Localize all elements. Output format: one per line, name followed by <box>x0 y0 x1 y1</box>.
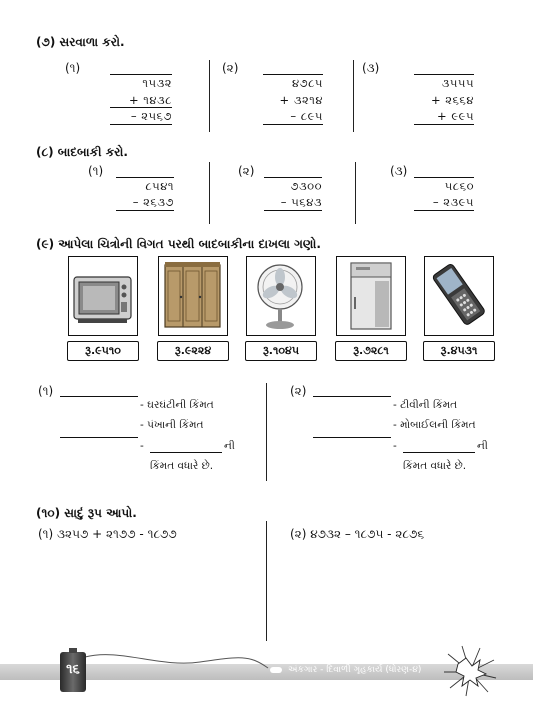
wardrobe-icon <box>159 257 226 334</box>
q7-p1-line2: + ૧૪૩૮ <box>128 93 172 107</box>
q8-p2-label: (૨) <box>238 164 255 178</box>
q7-p2-line1: ૪૭૮૫ <box>291 76 323 90</box>
mobile-phone-icon <box>425 257 492 334</box>
q7-p3-label: (૩) <box>362 61 380 75</box>
q7-divider-1 <box>209 60 210 132</box>
price-tag-fan: રૂ.૧૦૪૫ <box>245 341 317 361</box>
q7-p2-line3: – ૮૯૫ <box>290 109 323 123</box>
price-tag-television: રૂ.૯૫૧૦ <box>67 341 139 361</box>
q10-problem-2: (૨) ૪૭૩૨ – ૧૮૭૫ - ૨૮૭૬ <box>290 527 425 541</box>
page-number-badge <box>60 652 86 692</box>
q9-divider <box>266 383 267 481</box>
q8-p2-line2: – ૫૬૪૩ <box>280 195 322 209</box>
q10-problem-1: (૧) ૩૨૫૭ + ૨૧૭૭ - ૧૮૭૭ <box>38 527 177 541</box>
q8-p2-top-line <box>264 177 322 178</box>
q8-divider-2 <box>355 162 356 224</box>
q9-right-label: (૨) <box>290 384 307 398</box>
q7-p2-result-line <box>263 124 323 125</box>
q8-p1-label: (૧) <box>88 164 104 178</box>
q9-right-blank-1 <box>313 396 391 397</box>
q10-divider <box>266 521 267 641</box>
television-picture <box>68 256 138 336</box>
q7-p1-top-line <box>110 74 172 75</box>
fan-picture <box>246 256 316 336</box>
q7-p1-result-line <box>110 124 172 125</box>
price-tag-wardrobe: રૂ.૯૨૨૪ <box>157 341 229 361</box>
q9-left-line3-prefix: - <box>140 440 144 452</box>
mobile-phone-picture <box>424 256 494 336</box>
q8-p3-line2: – ૨૩૯૫ <box>432 195 474 209</box>
q9-right-line3-prefix: - <box>393 440 397 452</box>
q7-p1-line3: – ૨૫૬૭ <box>130 109 172 123</box>
q9-left-line2: - પંખાની કિંમત <box>140 419 204 431</box>
q8-p2-line1: ૭૩૦૦ <box>290 179 322 193</box>
q8-heading: (૮) બાદબાકી કરો. <box>36 145 128 159</box>
q7-p2-label: (૨) <box>222 61 239 75</box>
q7-p3-result-line <box>414 124 474 125</box>
q7-divider-2 <box>353 60 354 132</box>
q9-heading: (૯) આપેલા ચિત્રોની વિગત પરથી બાદબાકીના દાખલા ગણો. <box>36 237 321 251</box>
q8-p1-line1: ૮૫૪૧ <box>145 179 174 193</box>
q8-p3-label: (૩) <box>390 164 408 178</box>
q8-p3-top-line <box>414 177 474 178</box>
q9-right-line2: - મોબાઈલની કિંમત <box>393 419 476 431</box>
q9-left-blank-3 <box>150 452 222 453</box>
q9-left-blank-1 <box>60 396 138 397</box>
refrigerator-picture <box>336 256 406 336</box>
q9-left-line1: - ઘરઘંટીની કિંમત <box>140 399 214 411</box>
q8-divider-1 <box>209 162 210 224</box>
page-number-cap <box>69 648 77 653</box>
q7-p3-line3: + ૯૯૫ <box>437 109 474 123</box>
television-icon <box>69 257 136 334</box>
q8-p1-top-line <box>116 177 174 178</box>
q7-p3-top-line <box>414 74 474 75</box>
footer-text: અંકગાર - દિવાળી ગૃહકાર્ય (ધોરણ-૪) <box>288 665 422 675</box>
q9-left-blank-2 <box>60 437 138 438</box>
q9-left-line3-suffix: ની <box>224 440 235 452</box>
cloud-icon <box>270 667 282 673</box>
q9-right-line4: કિંમત વધારે છે. <box>403 460 467 472</box>
q7-p2-line2: + ૩૨૧૪ <box>279 93 323 107</box>
q9-right-blank-2 <box>313 437 391 438</box>
q8-p1-line2: – ૨૬૩૭ <box>132 195 174 209</box>
page-number: ૧૬ <box>66 662 80 677</box>
q7-p1-mid-line <box>110 107 172 108</box>
q7-p3-line2: + ૨૬૬૪ <box>430 93 474 107</box>
q8-p2-result-line <box>264 210 322 211</box>
fan-icon <box>247 257 314 334</box>
q8-p3-result-line <box>414 210 474 211</box>
price-tag-refrigerator: રૂ.૭૨૮૧ <box>335 341 407 361</box>
q9-right-line1: - ટીવીની કિંમત <box>393 399 458 411</box>
q7-p2-top-line <box>263 74 323 75</box>
q8-p3-line1: ૫૮૬૦ <box>444 179 474 193</box>
q7-heading: (૭) સરવાળા કરો. <box>36 35 125 49</box>
q7-p3-line1: ૩૫૫૫ <box>441 76 474 90</box>
q9-right-line3-suffix: ની <box>477 440 488 452</box>
q7-p1-line1: ૧૫૩૨ <box>142 76 172 90</box>
q9-left-line4: કિંમત વધારે છે. <box>150 460 214 472</box>
refrigerator-icon <box>337 257 404 334</box>
q9-right-blank-3 <box>403 452 475 453</box>
q8-p1-result-line <box>116 210 174 211</box>
wardrobe-picture <box>158 256 228 336</box>
q10-heading: (૧૦) સાદું રૂપ આપો. <box>36 506 137 520</box>
q7-p1-label: (૧) <box>65 61 81 75</box>
price-tag-mobile: રૂ.૪૫૩૧ <box>423 341 495 361</box>
q9-left-label: (૧) <box>38 384 54 398</box>
